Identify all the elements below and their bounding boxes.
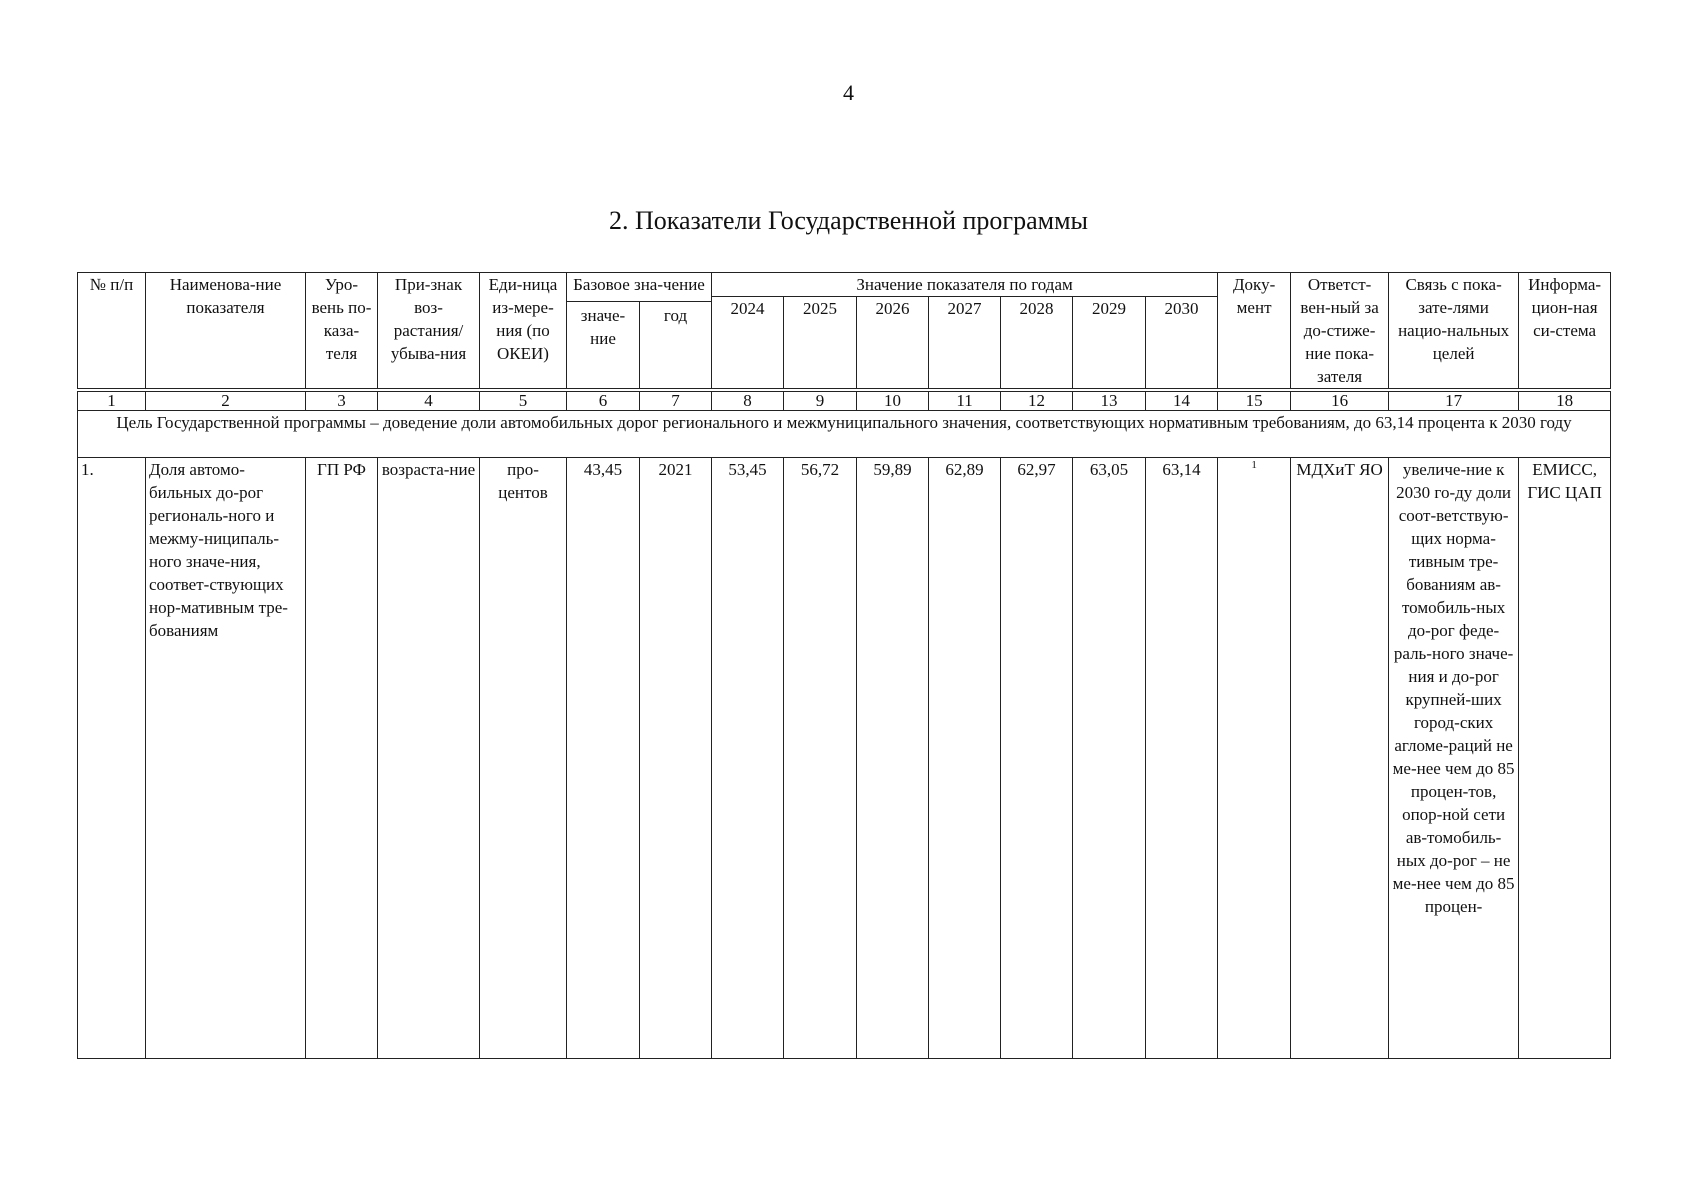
row-responsible: МДХиТ ЯО xyxy=(1291,458,1389,1059)
header-year: 2026 xyxy=(857,297,929,391)
header-base: Базовое зна-чение xyxy=(567,273,712,302)
header-row xyxy=(78,273,1611,297)
column-number: 5 xyxy=(480,390,567,411)
header-sign: При-знак воз-растания/ убыва-ния xyxy=(378,273,480,391)
column-number: 9 xyxy=(784,390,857,411)
header-year: 2024 xyxy=(712,297,784,391)
goal-row xyxy=(78,411,1611,458)
header-num: № п/п xyxy=(78,273,146,391)
column-number: 12 xyxy=(1001,390,1073,411)
footnote-marker: 1 xyxy=(1251,459,1257,471)
column-number: 10 xyxy=(857,390,929,411)
row-value-2028: 62,97 xyxy=(1001,458,1073,1059)
header-year: 2030 xyxy=(1146,297,1218,391)
column-numbers-row xyxy=(78,390,1611,411)
column-number: 16 xyxy=(1291,390,1389,411)
indicators-table xyxy=(77,272,1611,1059)
column-number: 6 xyxy=(567,390,640,411)
column-number: 8 xyxy=(712,390,784,411)
row-sign: возраста-ние xyxy=(378,458,480,1059)
column-number: 15 xyxy=(1218,390,1291,411)
row-value-2029: 63,05 xyxy=(1073,458,1146,1059)
column-number: 11 xyxy=(929,390,1001,411)
column-number: 18 xyxy=(1519,390,1611,411)
header-info: Информа-цион-ная си-стема xyxy=(1519,273,1611,391)
row-document xyxy=(1218,458,1291,1059)
row-level: ГП РФ xyxy=(306,458,378,1059)
page-number: 4 xyxy=(843,80,854,105)
row-value-2030: 63,14 xyxy=(1146,458,1218,1059)
header-year: 2027 xyxy=(929,297,1001,391)
row-value-2027: 62,89 xyxy=(929,458,1001,1059)
column-number: 1 xyxy=(78,390,146,411)
header-year: 2028 xyxy=(1001,297,1073,391)
header-link: Связь с пока-зате-лями нацио-нальных целей xyxy=(1389,273,1519,391)
header-year: 2029 xyxy=(1073,297,1146,391)
column-number: 7 xyxy=(640,390,712,411)
column-number: 3 xyxy=(306,390,378,411)
row-base-year: 2021 xyxy=(640,458,712,1059)
header-year: 2025 xyxy=(784,297,857,391)
column-number: 13 xyxy=(1073,390,1146,411)
row-link: увеличе-ние к 2030 го-ду доли соот-ветствую-щих норма-тивным тре-бованиям ав-томобиль-ных до-рог феде-раль-ного значе-ния и до-рог крупней-ших город-ских агломе-раций не ме-нее чем до 85 процен-тов, опор-ной сети ав-томобиль-ных до-рог – не ме-нее чем до 85 процен- xyxy=(1389,458,1519,1059)
row-base-value: 43,45 xyxy=(567,458,640,1059)
header-unit: Еди-ница из-мере-ния (по ОКЕИ) xyxy=(480,273,567,391)
table-row xyxy=(78,458,1611,1059)
header-name: Наименова-ние показателя xyxy=(146,273,306,391)
row-value-2025: 56,72 xyxy=(784,458,857,1059)
row-num: 1. xyxy=(78,458,146,1059)
row-unit: про-центов xyxy=(480,458,567,1059)
row-value-2024: 53,45 xyxy=(712,458,784,1059)
header-responsible: Ответст-вен-ный за до-стиже-ние пока-зателя xyxy=(1291,273,1389,391)
column-number: 14 xyxy=(1146,390,1218,411)
section-title: 2. Показатели Государственной программы xyxy=(608,206,1088,235)
header-base-value: значе-ние xyxy=(567,302,640,391)
column-number: 4 xyxy=(378,390,480,411)
row-value-2026: 59,89 xyxy=(857,458,929,1059)
column-number: 2 xyxy=(146,390,306,411)
row-name: Доля автомо-бильных до-рог региональ-ного и межму-ниципаль-ного значе-ния, соответ-ствующих нор-мативным тре-бованиям xyxy=(146,458,306,1059)
goal-text: Цель Государственной программы – доведение доли автомобильных дорог регионального и межмуниципального значения, соответствующих нормативным требованиям, до 63,14 процента к 2030 году xyxy=(78,411,1611,458)
header-by-years: Значение показателя по годам xyxy=(712,273,1218,297)
column-number: 17 xyxy=(1389,390,1519,411)
row-info: ЕМИСС, ГИС ЦАП xyxy=(1519,458,1611,1059)
header-base-year: год xyxy=(640,302,712,391)
header-document: Доку-мент xyxy=(1218,273,1291,391)
header-level: Уро-вень по-каза-теля xyxy=(306,273,378,391)
